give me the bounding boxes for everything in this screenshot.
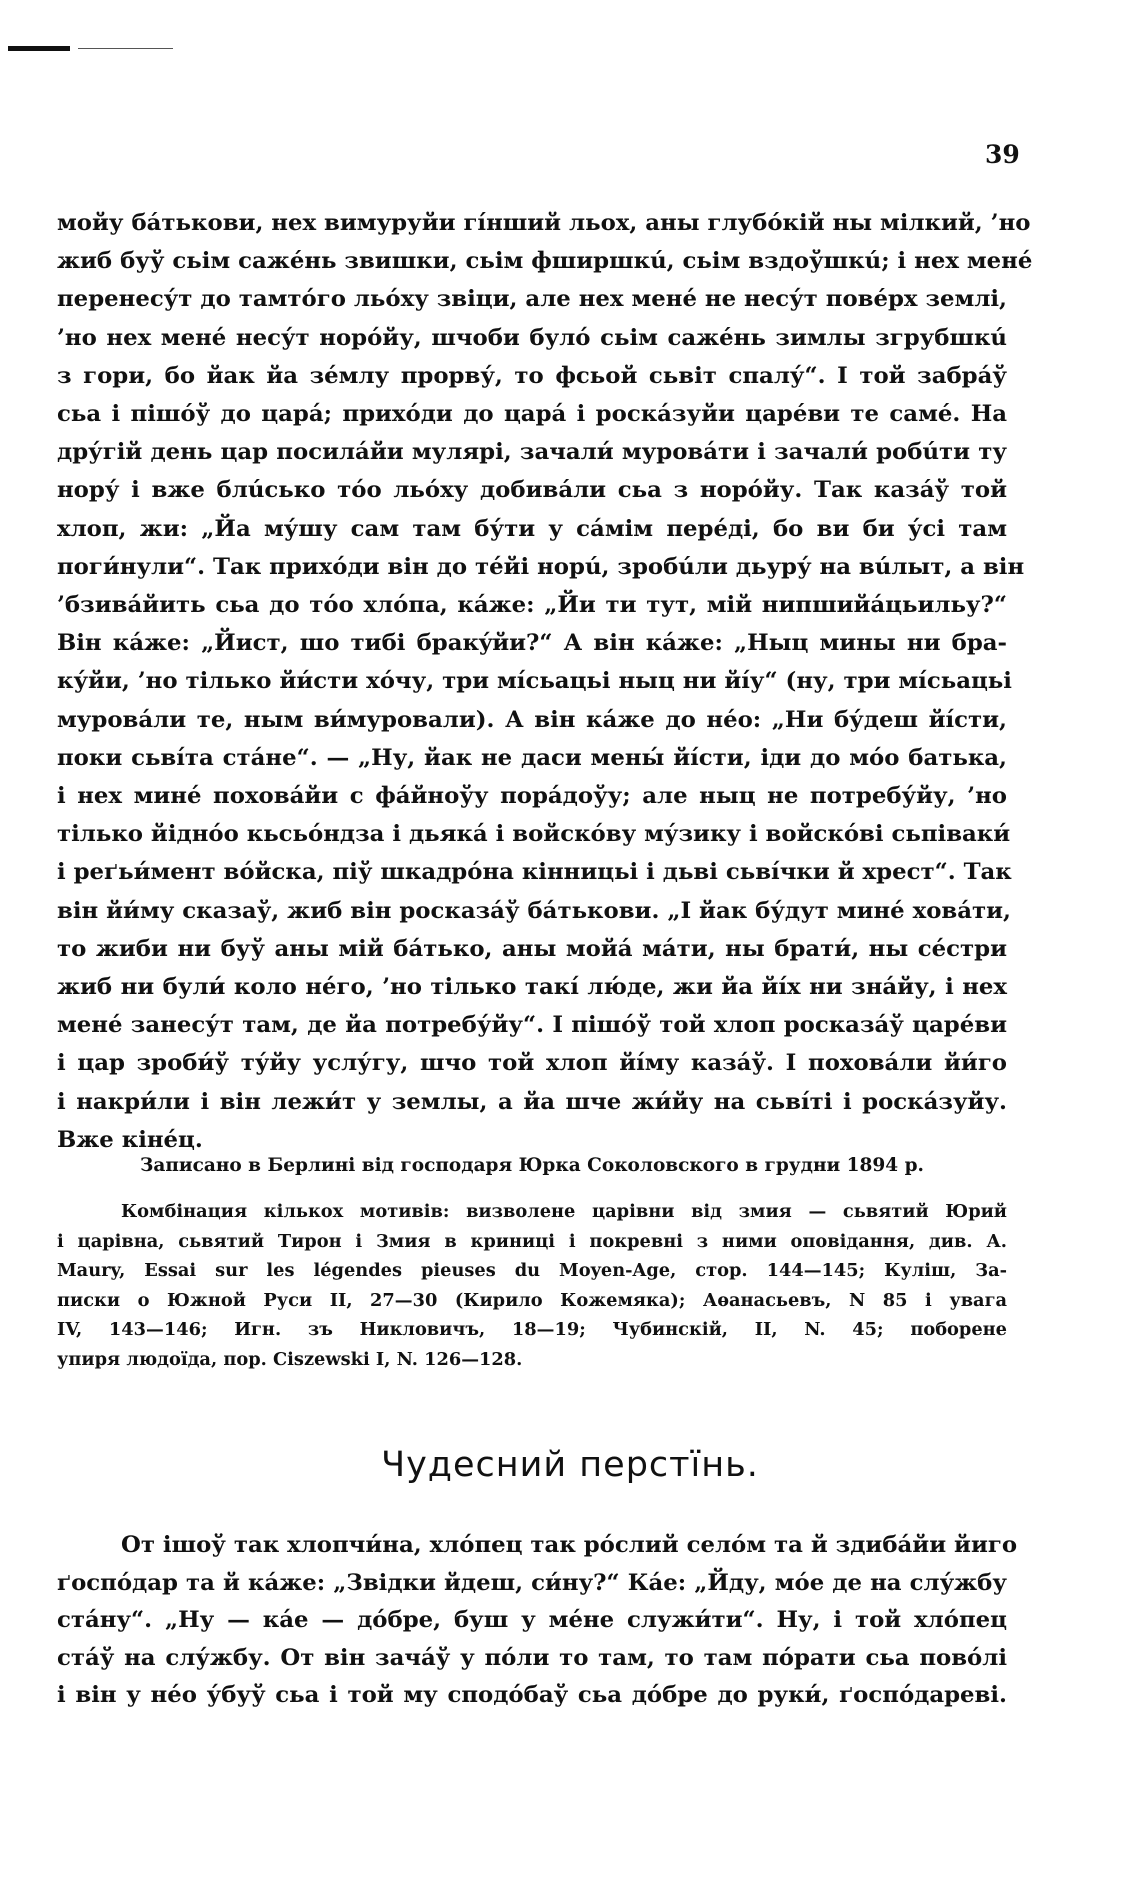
- text-line: ку́йи, ’но тілько йи́сти хо́чу, три мі́сьацьі ныц ни йі́у“ (ну, три мі́сьацьі: [57, 668, 1012, 695]
- story-title: Чудесний перстїнь.: [381, 1445, 759, 1485]
- text-line: і нех мине́ похова́йи с фа́йноўу пора́доўу; але ныц не потребу́йу, ’но: [57, 783, 1007, 810]
- text-line: поки сьві́та ста́не“. — „Ну, йак не даси мены́ йі́сти, іди до мо́о батька,: [57, 744, 1007, 771]
- text-line: тілько йідно́о кьсьо́ндза і дьяка́ і войско́ву му́зику і войско́ві сьпіваки́: [57, 821, 1011, 848]
- story-text-block: [57, 1527, 1018, 1715]
- text-line: поги́нули“. Так прихо́ди він до те́йі норú, зробúли дьуру́ на вúлыт, а він: [57, 553, 1025, 580]
- text-line: хлоп, жи: „Йа му́шу сам там бу́ти у са́мім пере́ді, бо ви би у́сі там: [57, 515, 1007, 542]
- page-number: 39: [985, 140, 1020, 169]
- text-line: ’но нех мене́ несу́т норо́йу, шчоби було́ сьім сажéнь зимлы згрубшкú: [57, 324, 1007, 351]
- text-line: перенесу́т до тамто́го льо́ху звіци, але нех мене́ не несу́т повéрх землі,: [57, 286, 1007, 313]
- source-line: Комбінация кількох мотивів: визволене царівни від змия — сьвятий Юрий: [121, 1201, 1007, 1222]
- source-line: упиря людоїда, пор. Ciszewski I, N. 126—128.: [57, 1348, 523, 1370]
- story-line: ґоспо́дар та й ка́же: „Звідки йдеш, си́ну?“ Ка́е: „Йду, мо́е де на слу́жбу: [57, 1569, 1007, 1596]
- text-line: то жиби ни буў аны мій ба́тько, аны мойа́ ма́ти, ны брати́, ны се́стри: [57, 935, 1007, 962]
- source-line: писки о Южной Руси II, 27—30 (Кирило Кожемяка); Аѳанасьевъ, N 85 і увага: [57, 1289, 1007, 1311]
- story-line: ста́ў на слу́жбу. От він зача́ў у по́ли то там, то там по́рати сьа пово́лі: [57, 1644, 1007, 1671]
- source-line: Maury, Essai sur les légendes pieuses du Moyen-Age, стор. 144—145; Куліш, За-: [57, 1260, 1007, 1281]
- text-line: мойу бáтькови, нех вимуруйи гíнший льох, аны глубóкій ны мілкий, ’но: [57, 210, 1031, 236]
- text-line: він йи́му сказаў, жиб він росказа́ў ба́тькови. „І йак бу́дут мине́ хова́ти,: [57, 897, 1011, 924]
- scan-mark-heavy: [8, 46, 70, 51]
- text-line: жиб буў сьім сажéнь звишки, сьім фширшкú, сьім вздоўшкú; і нех мене́: [57, 248, 1033, 275]
- text-line: і накри́ли і він лежи́т у землы, а йа шче жи́йу на сьві́ті і роска́зуйу.: [57, 1088, 1007, 1115]
- text-line: жиб ни були́ коло не́го, ’но тілько такі́ лю́де, жи йа йі́х ни зна́йу, і нех: [57, 974, 1007, 1001]
- text-line: нору́ і вже блúсько то́о льо́ху добивáли сьа з норо́йу. Так казáў той: [57, 477, 1007, 504]
- text-line: мене́ занесу́т там, де йа потребу́йу“. І пішо́ў той хлоп росказа́ў царе́ви: [57, 1012, 1007, 1039]
- text-line: з гори, бо йак йа зе́млу прорву́, то фсьой сьвіт спалу́“. І той забра́ў: [57, 362, 1007, 389]
- scan-mark-light: [78, 48, 173, 49]
- story-line: От ішоў так хлопчи́на, хло́пец так ро́слий село́м та й здиба́йи йиго: [121, 1532, 1018, 1558]
- main-text-block: [57, 204, 1033, 1159]
- text-line: Вже кіне́ц.: [57, 1126, 203, 1153]
- source-line: IV, 143—146; Игн. зъ Никловичъ, 18—19; Чубинскій, II, N. 45; поборене: [57, 1319, 1007, 1340]
- scan-corner-mark: [8, 44, 188, 52]
- text-line: і цар зроби́ў ту́йу услу́гу, шчо той хлоп йі́му каза́ў. І похова́ли йи́го: [57, 1050, 1007, 1077]
- record-note: Записано в Берлині від господаря Юрка Соколовского в грудни 1894 р.: [140, 1155, 924, 1176]
- story-line: і він у не́о у́буў сьа і той му сподо́баў сьа до́бре до руки́, ґоспо́дареві.: [57, 1682, 1007, 1708]
- text-line: мурова́ли те, ным ви́муровали). А він ка́же до не́о: „Ни бу́деш йі́сти,: [57, 706, 1007, 733]
- text-line: і реґьи́мент во́йска, піў шкадро́на кінницьі і дьві сьві́чки й хрест“. Так: [57, 859, 1012, 886]
- text-line: дру́гій день цар посила́йи мулярі, зачали́ мурова́ти і зачали́ робúти ту: [57, 439, 1007, 466]
- text-line: сьа і пішóў до цара́; прихо́ди до цара́ і роска́зуйи царéви те самé. На: [57, 401, 1007, 428]
- text-line: Він ка́же: „Йист, шо тибі бракýйи?“ А він ка́же: „Ныц мины ни бра-: [57, 630, 1007, 657]
- story-line: ста́ну“. „Ну — ка́е — до́бре, буш у ме́не служи́ти“. Ну, і той хло́пец: [57, 1607, 1007, 1633]
- text-line: ’бзива́йить сьа до то́о хло́па, ка́же: „Йи ти тут, мій нипшийа́цьильу?“: [57, 592, 1007, 619]
- source-line: і царівна, сьвятий Тирон і Змия в криниці і покревні з ними оповідання, див. А.: [57, 1230, 1007, 1252]
- source-note: [57, 1197, 1007, 1374]
